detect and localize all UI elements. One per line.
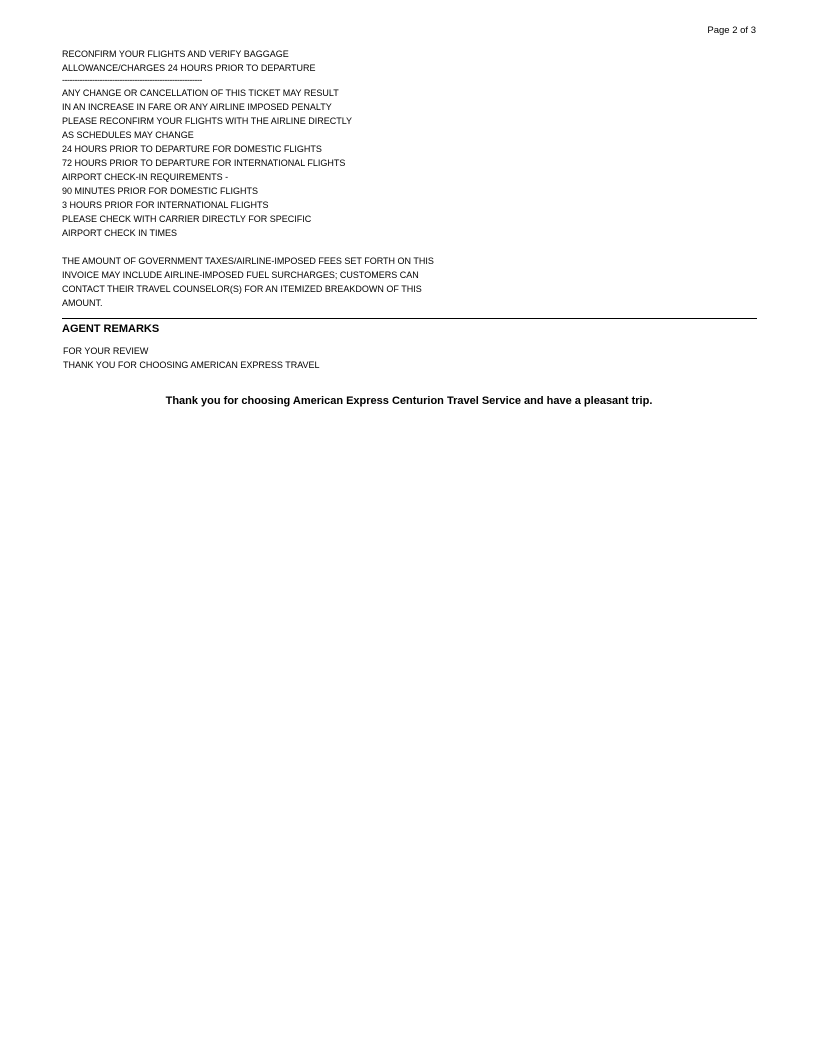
text-divider: -------------------------------------------------------- <box>62 75 202 85</box>
tax-notice <box>62 254 522 310</box>
notice-line: 72 HOURS PRIOR TO DEPARTURE FOR INTERNATIONAL FLIGHTS <box>62 158 346 168</box>
section-divider <box>62 318 757 319</box>
notice-line: PLEASE RECONFIRM YOUR FLIGHTS WITH THE AIRLINE DIRECTLY <box>62 116 353 126</box>
closing-message: Thank you for choosing American Express Centurion Travel Service and have a pleasant trip. <box>165 395 653 407</box>
remark-line: FOR YOUR REVIEW <box>63 346 149 356</box>
notice-line: 24 HOURS PRIOR TO DEPARTURE FOR DOMESTIC FLIGHTS <box>62 144 322 154</box>
agent-remarks <box>63 344 320 372</box>
agent-remarks-heading: AGENT REMARKS <box>62 323 160 335</box>
notice-line: ALLOWANCE/CHARGES 24 HOURS PRIOR TO DEPARTURE <box>62 63 316 73</box>
notice-line: IN AN INCREASE IN FARE OR ANY AIRLINE IMPOSED PENALTY <box>62 102 332 112</box>
page-indicator: Page 2 of 3 <box>707 25 756 36</box>
remark-line: THANK YOU FOR CHOOSING AMERICAN EXPRESS TRAVEL <box>63 360 320 370</box>
tax-notice-line: THE AMOUNT OF GOVERNMENT TAXES/AIRLINE-IMPOSED FEES SET FORTH ON THIS <box>62 256 434 266</box>
notice-line: ANY CHANGE OR CANCELLATION OF THIS TICKET MAY RESULT <box>62 88 339 98</box>
notice-line: PLEASE CHECK WITH CARRIER DIRECTLY FOR SPECIFIC <box>62 214 312 224</box>
tax-notice-line: INVOICE MAY INCLUDE AIRLINE-IMPOSED FUEL SURCHARGES; CUSTOMERS CAN <box>62 270 419 280</box>
notice-line: 3 HOURS PRIOR FOR INTERNATIONAL FLIGHTS <box>62 200 269 210</box>
travel-notices <box>62 47 522 240</box>
notice-line: AS SCHEDULES MAY CHANGE <box>62 130 194 140</box>
notice-line: 90 MINUTES PRIOR FOR DOMESTIC FLIGHTS <box>62 186 259 196</box>
tax-notice-line: AMOUNT. <box>62 298 103 308</box>
notice-line: AIRPORT CHECK-IN REQUIREMENTS - <box>62 172 229 182</box>
notice-line: AIRPORT CHECK IN TIMES <box>62 228 178 238</box>
tax-notice-line: CONTACT THEIR TRAVEL COUNSELOR(S) FOR AN ITEMIZED BREAKDOWN OF THIS <box>62 284 422 294</box>
notice-line: RECONFIRM YOUR FLIGHTS AND VERIFY BAGGAGE <box>62 49 289 59</box>
